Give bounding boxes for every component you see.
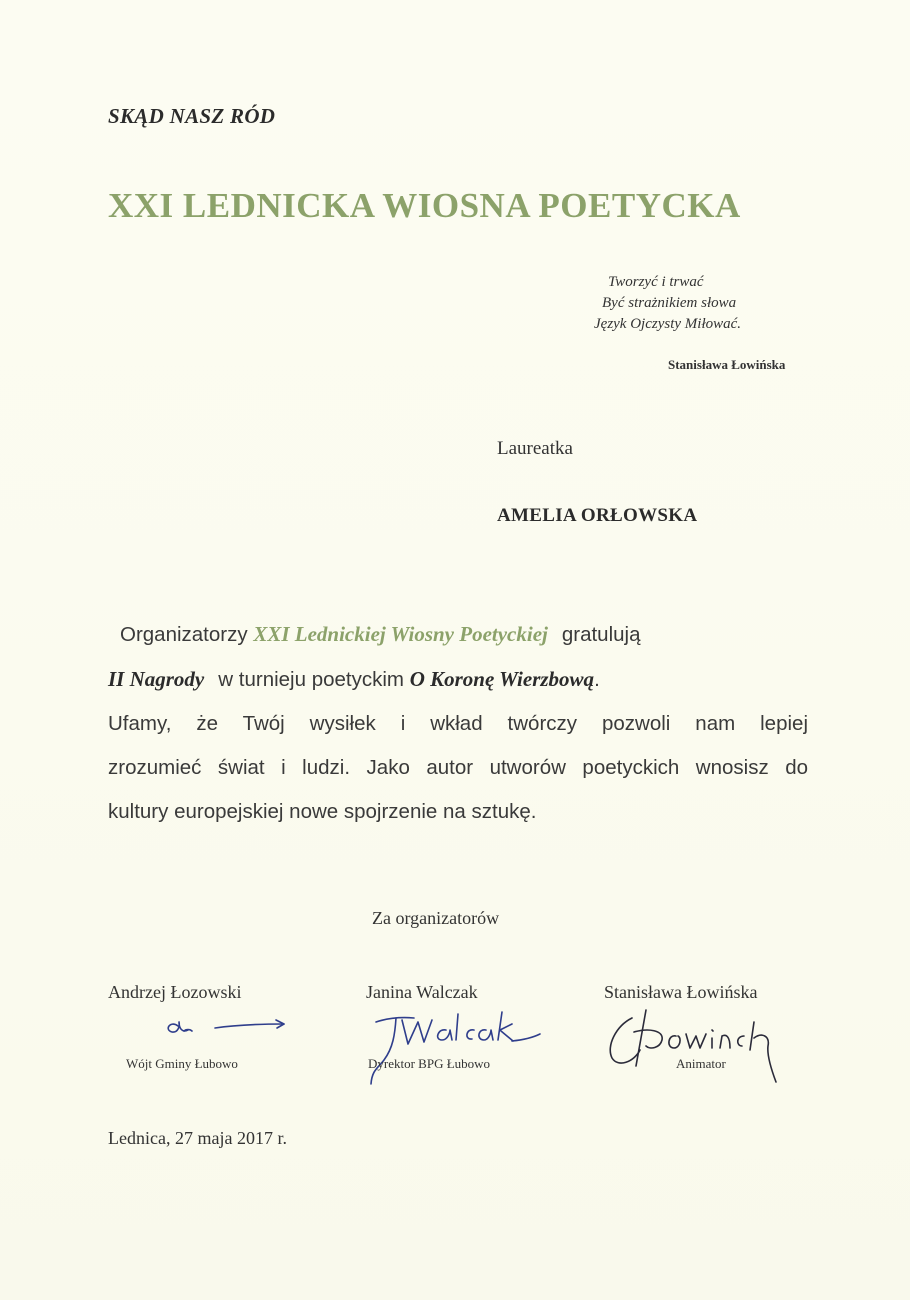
motto	[590, 272, 741, 335]
place-and-date: Lednica, 27 maja 2017 r.	[108, 1128, 287, 1148]
signer-role-3: Animator	[676, 1056, 726, 1071]
signer-name-1: Andrzej Łozowski	[108, 982, 242, 1002]
signer-role-2: Dyrektor BPG Łubowo	[368, 1056, 491, 1071]
event-name: XXI Lednickiej Wiosny Poetyckiej	[253, 622, 548, 646]
congratulation-text	[108, 612, 808, 834]
motto-line: Tworzyć i trwać	[608, 274, 704, 290]
signer-name-3: Stanisława Łowińska	[604, 982, 758, 1002]
for-organizers-label: Za organizatorów	[372, 908, 500, 928]
sentence-end: .	[594, 668, 600, 691]
tournament-name: O Koronę Wierzbową	[409, 667, 595, 691]
congratulate-word: gratulują	[561, 623, 641, 646]
paragraph-line: zrozumieć świat i ludzi. Jako autor utworów poetyckich wnosisz do	[108, 756, 808, 779]
congratulation-line-1	[108, 612, 808, 657]
laureate-name: AMELIA ORŁOWSKA	[497, 505, 698, 526]
prize-name: II Nagrody	[108, 667, 205, 691]
event-title: XXI LEDNICKA WIOSNA POETYCKA	[108, 186, 741, 225]
organizers-word: Organizatorzy	[120, 623, 248, 646]
signature-2	[362, 1008, 547, 1093]
signer-role-1: Wójt Gminy Łubowo	[126, 1056, 238, 1071]
motto-line: Być strażnikiem słowa	[602, 295, 737, 311]
signature-1	[160, 1012, 290, 1042]
paragraph-line: kultury europejskiej nowe spojrzenie na sztukę.	[108, 800, 537, 823]
motto-line: Język Ojczysty Miłować.	[594, 316, 742, 332]
motto-author: Stanisława Łowińska	[668, 357, 786, 372]
paragraph-line: Ufamy, że Twój wysiłek i wkład twórczy pozwoli nam lepiej	[108, 712, 808, 735]
congratulation-line-2	[108, 657, 808, 702]
tournament-intro: w turnieju poetyckim	[218, 668, 404, 691]
laureate-label: Laureatka	[497, 438, 573, 459]
series-title: SKĄD NASZ RÓD	[108, 104, 276, 128]
signer-name-2: Janina Walczak	[366, 982, 478, 1002]
signature-3	[604, 1006, 784, 1086]
